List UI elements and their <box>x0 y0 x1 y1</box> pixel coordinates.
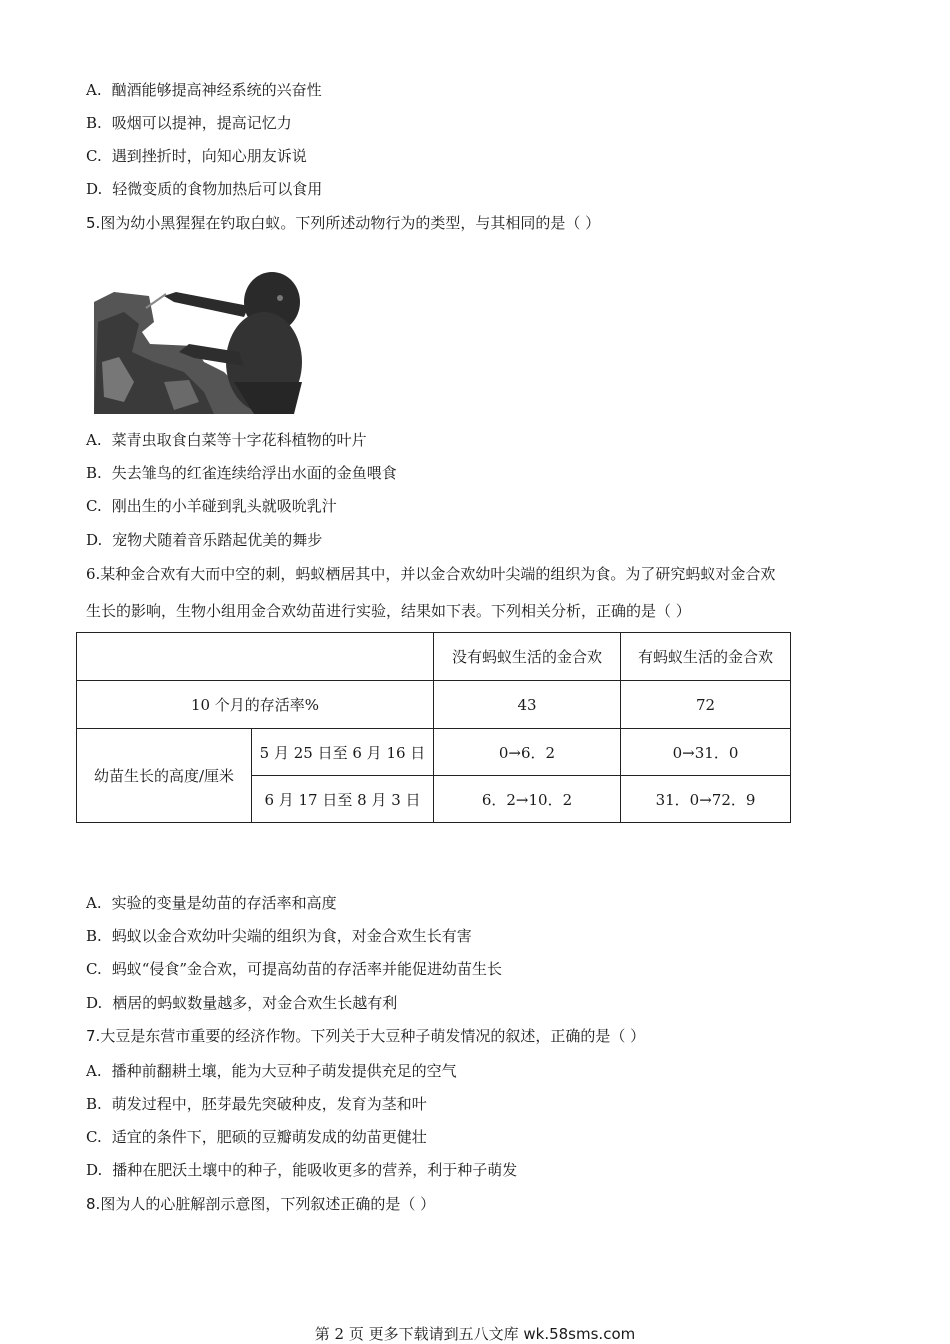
period-1-ant: 0→31．0 <box>621 729 791 776</box>
option-text: 宠物犬随着音乐踏起优美的舞步 <box>112 531 323 549</box>
option-letter: B. <box>86 114 102 132</box>
option-letter: A. <box>86 894 102 912</box>
q5-option-d <box>86 530 322 550</box>
option-letter: C. <box>86 1128 102 1146</box>
q8-stem <box>86 1194 435 1214</box>
page-footer <box>0 1324 950 1344</box>
period-1-no-ant: 0→6．2 <box>434 729 621 776</box>
q5-stem <box>86 213 600 233</box>
table-corner-cell <box>77 633 434 681</box>
option-letter: A. <box>86 1062 102 1080</box>
option-text: 播种在肥沃土壤中的种子，能吸收更多的营养，利于种子萌发 <box>112 1161 518 1179</box>
q5-option-c <box>86 496 337 516</box>
q4-option-b <box>86 113 292 133</box>
q6-option-d <box>86 993 397 1013</box>
row-survival-label: 10 个月的存活率% <box>77 681 434 729</box>
option-letter: B. <box>86 464 102 482</box>
q7-stem <box>86 1026 645 1046</box>
option-letter: D. <box>86 994 103 1012</box>
q5-option-a <box>86 430 367 450</box>
q4-option-d <box>86 179 322 199</box>
option-letter: A. <box>86 81 102 99</box>
option-text: 萌发过程中，胚芽最先突破种皮，发育为茎和叶 <box>111 1095 427 1113</box>
period-1-label: 5 月 25 日至 6 月 16 日 <box>252 729 434 776</box>
option-text: 刚出生的小羊碰到乳头就吸吮乳汁 <box>111 497 337 515</box>
q7-option-c <box>86 1127 427 1147</box>
option-text: 播种前翻耕土壤，能为大豆种子萌发提供充足的空气 <box>111 1062 457 1080</box>
ant-acacia-results-table <box>76 632 791 823</box>
q7-option-d <box>86 1160 517 1180</box>
q6-option-b <box>86 926 472 946</box>
question-number: 8. <box>86 1195 101 1213</box>
option-letter: D. <box>86 1161 103 1179</box>
option-text: 吸烟可以提神，提高记忆力 <box>111 114 292 132</box>
survival-ant: 72 <box>621 681 791 729</box>
question-text: 大豆是东营市重要的经济作物。下列关于大豆种子萌发情况的叙述，正确的是（ ） <box>100 1027 646 1045</box>
chimpanzee-fishing-termites-image <box>94 262 316 414</box>
question-number: 5. <box>86 214 101 232</box>
q7-option-b <box>86 1094 427 1114</box>
period-2-no-ant: 6．2→10．2 <box>434 776 621 823</box>
q6-stem-line-1: 6.某种金合欢有大而中空的刺，蚂蚁栖居其中，并以金合欢幼叶尖端的组织为食。为了研究蚂蚁对金合欢 <box>86 565 776 583</box>
option-text: 轻微变质的食物加热后可以食用 <box>112 180 323 198</box>
option-letter: C. <box>86 960 102 978</box>
q6-option-c <box>86 959 502 979</box>
q4-option-a <box>86 80 322 100</box>
option-text: 实验的变量是幼苗的存活率和高度 <box>111 894 337 912</box>
option-letter: D. <box>86 531 103 549</box>
option-letter: B. <box>86 1095 102 1113</box>
q6-stem-line-2: 生长的影响，生物小组用金合欢幼苗进行实验，结果如下表。下列相关分析，正确的是（ ） <box>86 602 691 620</box>
q6-option-a <box>86 893 337 913</box>
survival-no-ant: 43 <box>434 681 621 729</box>
option-text: 菜青虫取食白菜等十字花科植物的叶片 <box>111 431 367 449</box>
option-letter: D. <box>86 180 103 198</box>
q7-option-a <box>86 1061 457 1081</box>
footer-site-link[interactable]: wk.58sms.com <box>523 1325 636 1343</box>
option-letter: A. <box>86 431 102 449</box>
q5-option-b <box>86 463 397 483</box>
period-2-ant: 31．0→72．9 <box>621 776 791 823</box>
option-letter: C. <box>86 147 102 165</box>
q4-option-c <box>86 146 307 166</box>
option-text: 酗酒能够提高神经系统的兴奋性 <box>111 81 322 99</box>
option-text: 蚂蚁以金合欢幼叶尖端的组织为食，对金合欢生长有害 <box>111 927 472 945</box>
option-text: 失去雏鸟的红雀连续给浮出水面的金鱼喂食 <box>111 464 397 482</box>
question-text: 图为人的心脏解剖示意图，下列叙述正确的是（ ） <box>100 1195 436 1213</box>
header-ant: 有蚂蚁生活的金合欢 <box>621 633 791 681</box>
question-text: 图为幼小黑猩猩在钓取白蚁。下列所述动物行为的类型，与其相同的是（ ） <box>100 214 601 232</box>
header-no-ant: 没有蚂蚁生活的金合欢 <box>434 633 621 681</box>
period-2-label: 6 月 17 日至 8 月 3 日 <box>252 776 434 823</box>
option-text: 栖居的蚂蚁数量越多，对金合欢生长越有利 <box>112 994 398 1012</box>
option-text: 遇到挫折时，向知心朋友诉说 <box>111 147 307 165</box>
row-height-label: 幼苗生长的高度/厘米 <box>77 729 252 823</box>
option-letter: B. <box>86 927 102 945</box>
question-number: 7. <box>86 1027 101 1045</box>
option-text: 蚂蚁“侵食”金合欢，可提高幼苗的存活率并能促进幼苗生长 <box>111 960 503 978</box>
option-text: 适宜的条件下，肥硕的豆瓣萌发成的幼苗更健壮 <box>111 1128 427 1146</box>
footer-page-text: 第 2 页 更多下载请到五八文库 <box>314 1325 524 1343</box>
option-letter: C. <box>86 497 102 515</box>
